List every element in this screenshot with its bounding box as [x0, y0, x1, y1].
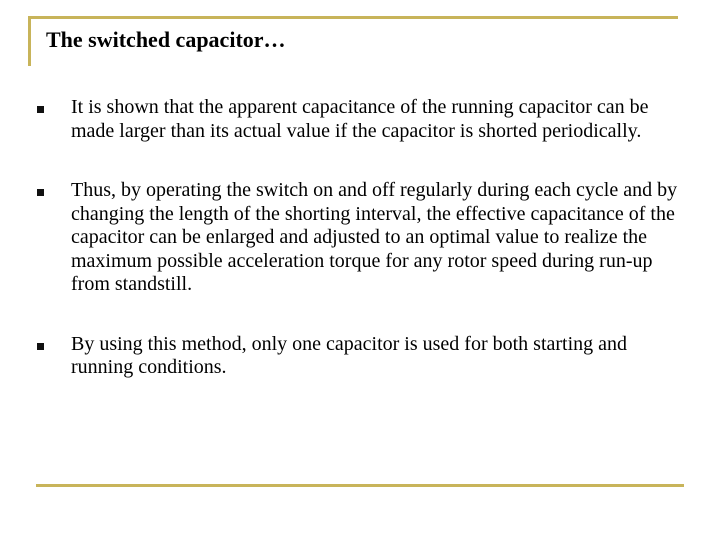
bullet-item-3	[36, 333, 686, 380]
title-frame-left-rule	[28, 16, 31, 66]
bullet-item-1	[36, 96, 686, 143]
bullet-item-2	[36, 179, 686, 297]
title-frame-top-rule	[28, 16, 678, 19]
square-bullet-icon	[37, 106, 44, 113]
square-bullet-icon	[37, 189, 44, 196]
slide-title: The switched capacitor…	[46, 27, 286, 52]
footer-rule	[36, 484, 684, 487]
square-bullet-icon	[37, 343, 44, 350]
bullet-text-1: It is shown that the apparent capacitance of the running capacitor can be made larger than its actual value if the capacitor is shorted periodically.	[71, 96, 649, 142]
bullet-text-2: Thus, by operating the switch on and off regularly during each cycle and by changing the length of the shorting interval, the effective capacitance of the capacitor can be enlarged and adjusted to an optimal value to realize the maximum possible acceleration torque for any rotor speed during run-up from standstill.	[71, 179, 678, 295]
bullet-text-3: By using this method, only one capacitor is used for both starting and running conditions.	[71, 332, 628, 378]
bullet-list	[36, 96, 686, 416]
